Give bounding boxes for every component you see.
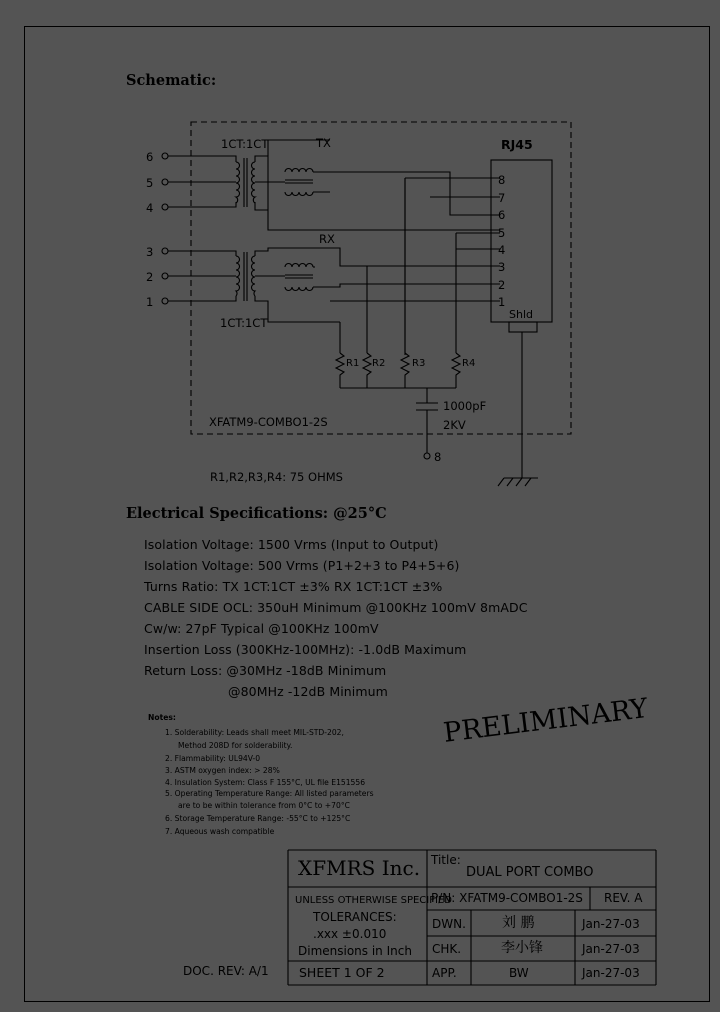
chk-date: Jan-27-03	[582, 942, 640, 956]
chk-label: CHK.	[432, 942, 462, 956]
rj-pin-2: 2	[498, 278, 506, 292]
part-number: P/N: XFATM9-COMBO1-2S	[431, 891, 583, 905]
rj-pin-3: 3	[498, 260, 506, 274]
sheet-number: SHEET 1 OF 2	[299, 965, 385, 980]
ratio-bottom: 1CT:1CT	[220, 316, 268, 330]
pin-label-1: 1	[146, 295, 154, 309]
spec-line-1: Isolation Voltage: 1500 Vrms (Input to Output)	[144, 537, 439, 552]
app-date: Jan-27-03	[582, 966, 640, 980]
pin-label-3: 3	[146, 245, 154, 259]
spec-line-8: @80MHz -12dB Minimum	[228, 684, 388, 699]
note-5b: are to be within tolerance from 0°C to +70°C	[178, 801, 350, 810]
pin-label-5: 5	[146, 176, 154, 190]
pin-label-6: 6	[146, 150, 154, 164]
rx-label: RX	[319, 232, 335, 246]
dwn-label: DWN.	[432, 917, 466, 931]
preliminary-stamp: PRELIMINARY	[441, 692, 650, 749]
part-label: XFATM9-COMBO1-2S	[209, 415, 328, 429]
r2-label: R2	[372, 358, 386, 369]
title-label: Title:	[431, 853, 461, 867]
app-label: APP.	[432, 966, 457, 980]
chk-name: 李小锋	[501, 940, 543, 956]
title-value: DUAL PORT COMBO	[466, 865, 594, 880]
spec-line-7: Return Loss: @30MHz -18dB Minimum	[144, 663, 387, 678]
r3-label: R3	[412, 358, 426, 369]
cap-voltage: 2KV	[443, 418, 466, 432]
pin-label-4: 4	[146, 201, 154, 215]
note-6: 6. Storage Temperature Range: -55°C to +125°C	[165, 814, 351, 823]
tolerance-value: .xxx ±0.010	[313, 927, 387, 941]
app-name: BW	[509, 966, 529, 980]
dimensions-note: Dimensions in Inch	[298, 944, 412, 958]
rj-pin-4: 4	[498, 243, 506, 257]
rj-pin-8: 8	[498, 173, 506, 187]
note-3: 3. ASTM oxygen index: > 28%	[165, 766, 280, 775]
resistor-note: R1,R2,R3,R4: 75 OHMS	[210, 470, 343, 484]
spec-line-5: Cw/w: 27pF Typical @100KHz 100mV	[144, 621, 379, 636]
rj-pin-7: 7	[498, 191, 506, 205]
specs-heading: Electrical Specifications: @25°C	[126, 505, 387, 522]
company-name: XFMRS Inc.	[298, 856, 421, 880]
ratio-top: 1CT:1CT	[221, 137, 269, 151]
doc-revision: DOC. REV: A/1	[183, 964, 269, 978]
cap-value: 1000pF	[443, 399, 487, 413]
note-1: 1. Solderability: Leads shall meet MIL-STD-202,	[165, 728, 344, 737]
revision: REV. A	[604, 891, 643, 905]
notes-title: Notes:	[148, 713, 176, 722]
r1-label: R1	[346, 358, 360, 369]
unless-specified: UNLESS OTHERWISE SPECIFIED	[295, 895, 452, 906]
note-2: 2. Flammability: UL94V-0	[165, 754, 261, 763]
spec-line-6: Insertion Loss (300KHz-100MHz): -1.0dB Maximum	[144, 642, 467, 657]
note-5: 5. Operating Temperature Range: All listed parameters	[165, 789, 374, 798]
dwn-name: 刘 鹏	[502, 915, 535, 931]
schematic-heading: Schematic:	[126, 72, 217, 89]
spec-line-2: Isolation Voltage: 500 Vrms (P1+2+3 to P4+5+6)	[144, 558, 460, 573]
tolerances-label: TOLERANCES:	[313, 910, 397, 924]
spec-line-4: CABLE SIDE OCL: 350uH Minimum @100KHz 100mV 8mADC	[144, 600, 528, 615]
pin-8-label: 8	[434, 450, 442, 464]
note-7: 7. Aqueous wash compatible	[165, 827, 275, 836]
rj-pin-5: 5	[498, 226, 506, 240]
spec-line-3: Turns Ratio: TX 1CT:1CT ±3% RX 1CT:1CT ±3%	[144, 579, 443, 594]
dwn-date: Jan-27-03	[582, 917, 640, 931]
tx-label: TX	[316, 136, 331, 150]
rj45-title: RJ45	[501, 137, 533, 152]
rj-pin-1: 1	[498, 295, 506, 309]
r4-label: R4	[462, 358, 476, 369]
pin-label-2: 2	[146, 270, 154, 284]
shield-label: Shld	[509, 308, 533, 321]
rj-pin-6: 6	[498, 208, 506, 222]
note-4: 4. Insulation System: Class F 155°C, UL file E151556	[165, 778, 366, 787]
note-1b: Method 208D for solderability.	[178, 741, 293, 750]
